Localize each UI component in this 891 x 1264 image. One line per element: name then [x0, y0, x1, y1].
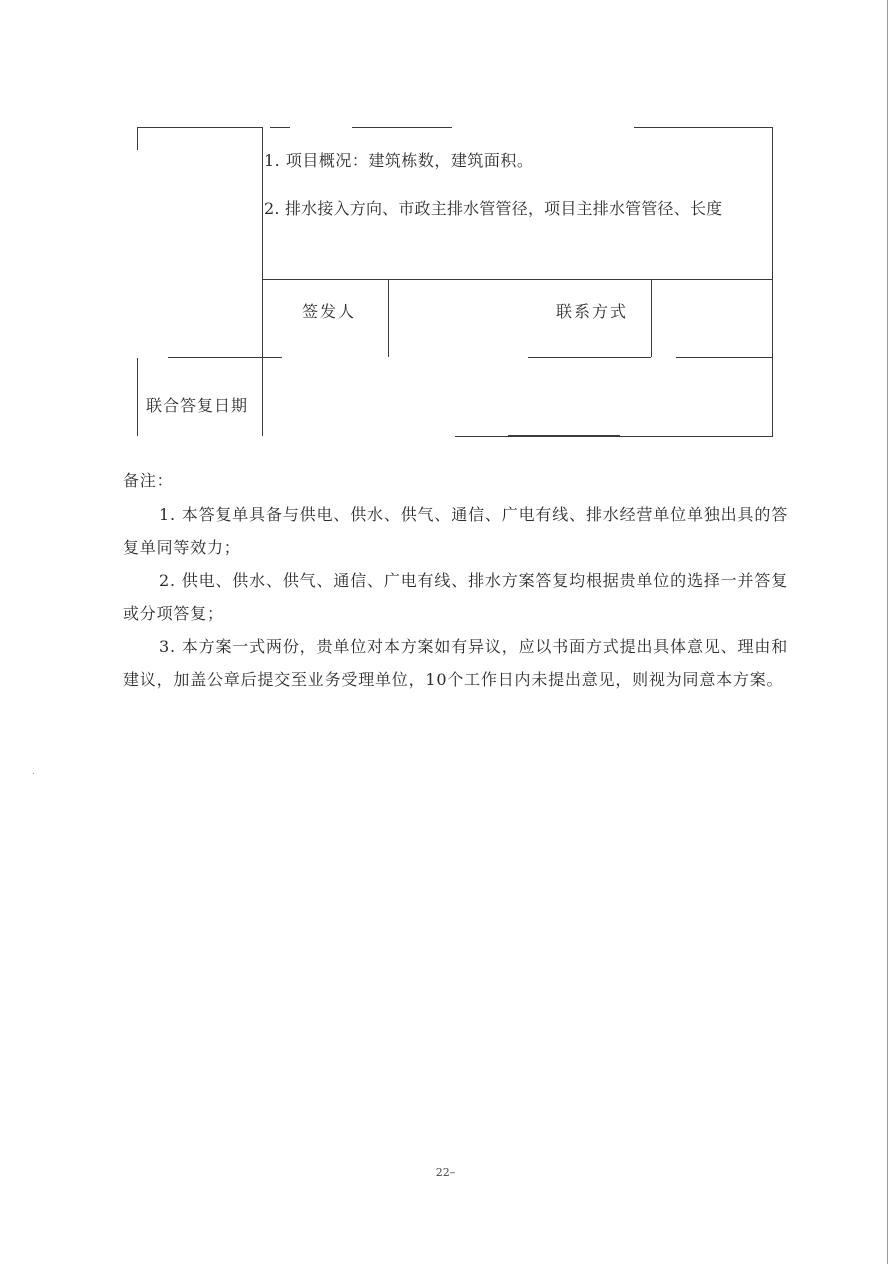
- table-top-border-right: [634, 127, 773, 128]
- content-bottom-border: [262, 279, 773, 280]
- contact-value-divider: [651, 279, 652, 357]
- note-item: 2. 供电、供水、供气、通信、广电有线、排水方案答复均根据贵单位的选择一并答复或分项答复；: [123, 571, 788, 623]
- signer-row-bottom-left: [168, 357, 262, 358]
- table-right-border: [772, 127, 773, 436]
- signer-row-bottom-fragment: [262, 357, 282, 358]
- contact-label: 联系方式: [556, 302, 629, 321]
- note-item: 1. 本答复单具备与供电、供水、供气、通信、广电有线、排水经营单位单独出具的答复单同等效力；: [123, 505, 788, 557]
- note-item: 3. 本方案一式两份，贵单位对本方案如有异议，应以书面方式提出具体意见、理由和建议，加盖公章后提交至业务受理单位，10个工作日内未提出意见，则视为同意本方案。: [123, 637, 788, 689]
- signer-row-bottom-middle: [528, 357, 651, 358]
- signer-value-divider: [388, 279, 389, 357]
- table-bottom-border: [455, 436, 773, 437]
- scan-speck: [33, 773, 34, 774]
- table-top-border-left: [137, 127, 262, 128]
- table-bottom-border-thick: [508, 435, 620, 436]
- label-column-divider: [262, 127, 263, 436]
- signer-row-bottom-right: [676, 357, 773, 358]
- reply-date-label: 联合答复日期: [146, 396, 249, 415]
- project-overview-text: 1. 项目概况：建筑栋数，建筑面积。: [264, 151, 534, 170]
- table-top-border-middle: [352, 127, 452, 128]
- notes-section: [123, 468, 788, 696]
- drainage-info-text: 2. 排水接入方向、市政主排水管管径，项目主排水管管径、长度: [264, 199, 723, 218]
- table-left-border-bottom: [137, 358, 138, 436]
- scan-edge: [887, 0, 888, 1264]
- notes-title: 备注：: [123, 471, 174, 490]
- table-left-border-top: [137, 127, 138, 150]
- table-top-border-fragment: [270, 127, 290, 128]
- page-number: 22–: [435, 1166, 456, 1179]
- signer-label: 签发人: [302, 302, 357, 321]
